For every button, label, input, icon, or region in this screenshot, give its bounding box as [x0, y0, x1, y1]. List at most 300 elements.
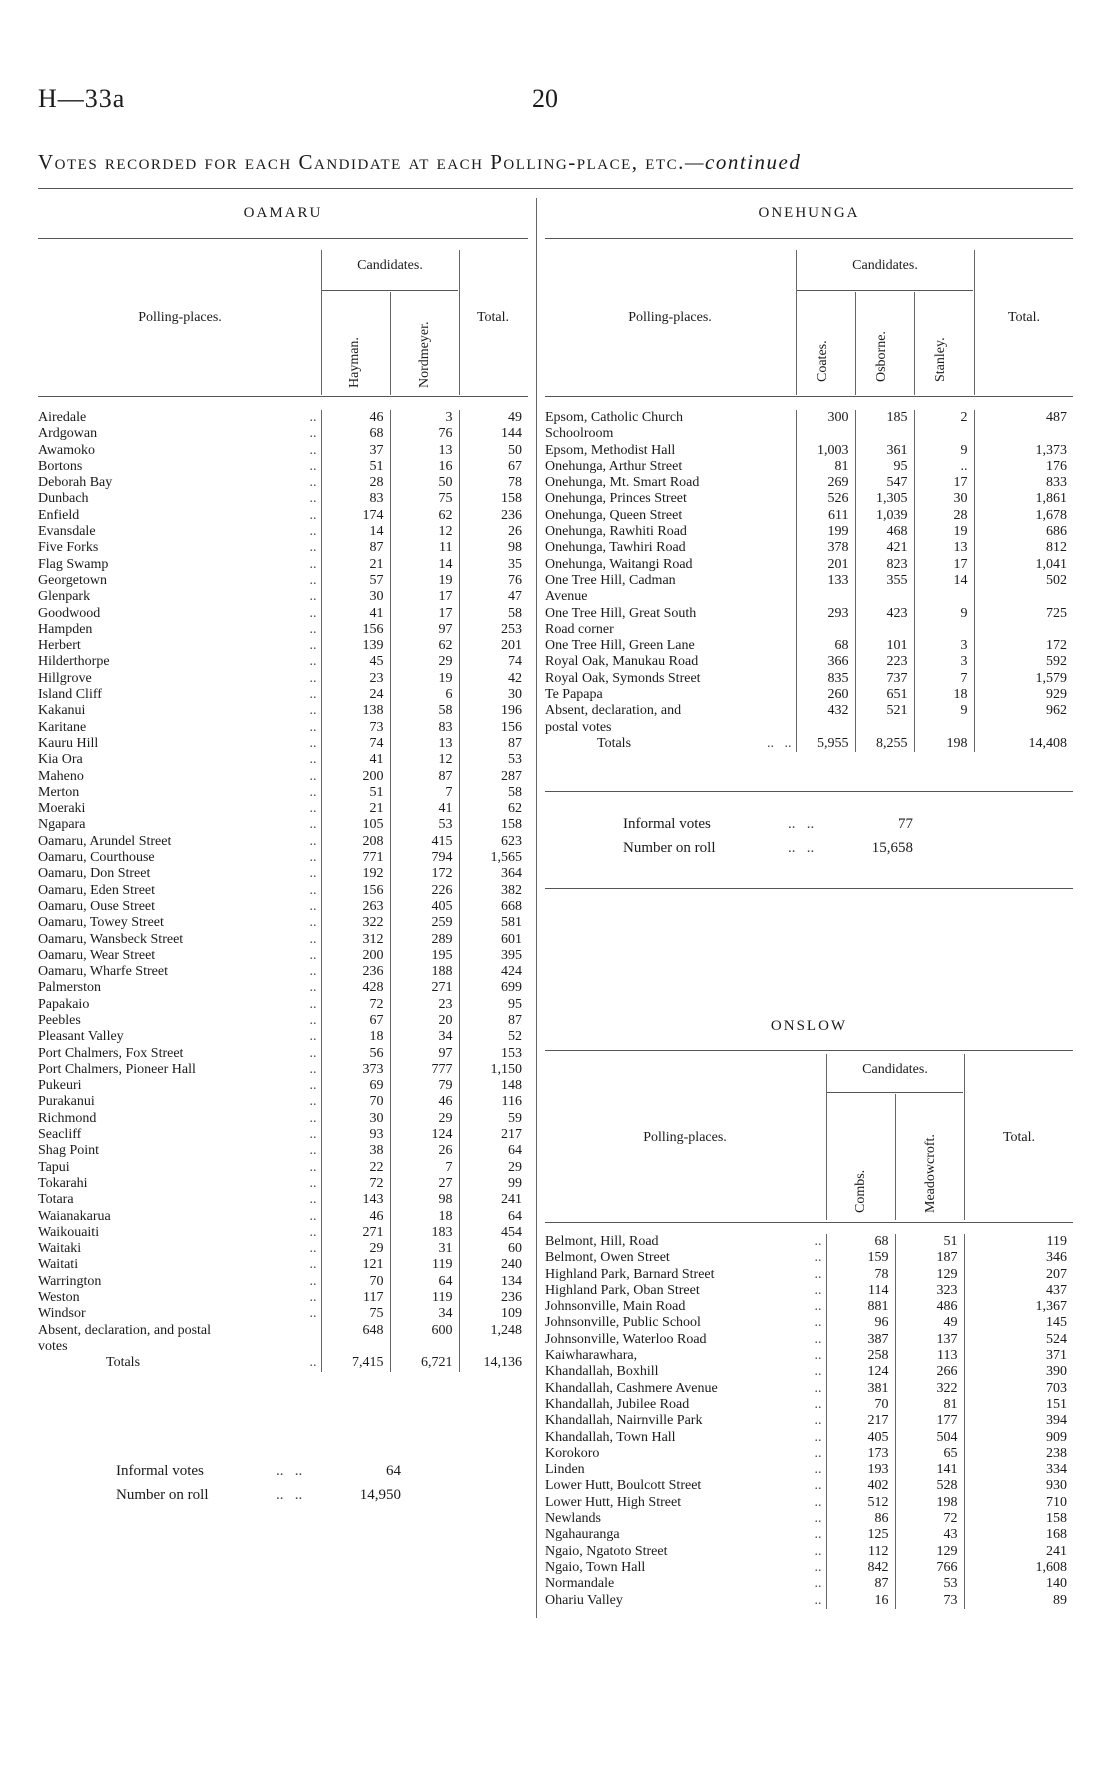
polling-place: .. Airedale [38, 410, 317, 425]
table-row [38, 1176, 528, 1192]
coates-votes: 133 [796, 573, 855, 589]
hayman-votes: 45 [321, 654, 390, 670]
polling-place [545, 606, 796, 622]
nordmeyer-votes: 97 [390, 622, 459, 638]
osborne-total: 8,255 [855, 736, 914, 752]
total-votes: 156 [459, 720, 528, 736]
meadowcroft-votes: 504 [895, 1430, 964, 1446]
polling-place: .. Goodwood [38, 605, 317, 621]
table-row [545, 638, 1073, 654]
table-row [38, 1029, 528, 1045]
total-votes: 623 [459, 834, 528, 850]
table-row [38, 1160, 528, 1176]
nordmeyer-votes: 29 [390, 1111, 459, 1127]
combs-votes: 405 [826, 1430, 895, 1446]
nordmeyer-total: 6,721 [390, 1355, 459, 1371]
total-votes: 168 [964, 1527, 1073, 1543]
polling-place: .. Warrington [38, 1273, 317, 1289]
polling-place: .. Johnsonville, Waterloo Road [545, 1331, 822, 1347]
polling-place: .. Merton [38, 784, 317, 800]
total-votes: 30 [459, 687, 528, 703]
hayman-votes: 174 [321, 508, 390, 524]
table-row [38, 997, 528, 1013]
hayman-votes: 192 [321, 866, 390, 882]
total-votes: 1,150 [459, 1062, 528, 1078]
polling-place-name: postal votes [545, 719, 612, 735]
hayman-votes: 208 [321, 834, 390, 850]
total-votes: 930 [964, 1478, 1073, 1494]
polling-place-name: Peebles [38, 1012, 81, 1028]
polling-place: .. Khandallah, Nairnville Park [545, 1413, 822, 1429]
combs-votes: 842 [826, 1560, 895, 1576]
polling-place: .. Enfield [38, 507, 317, 523]
total-votes: 140 [964, 1576, 1073, 1592]
polling-place: .. Tokarahi [38, 1175, 317, 1191]
spacer [796, 622, 855, 638]
totals-label: .. .. Totals [545, 736, 796, 752]
table-row [38, 720, 528, 736]
total-votes: 240 [459, 1257, 528, 1273]
spacer [390, 1339, 459, 1355]
polling-place-name: Papakaio [38, 996, 90, 1012]
polling-place: .. Khandallah, Town Hall [545, 1429, 822, 1445]
combs-votes: 87 [826, 1576, 895, 1592]
table-row [545, 1576, 1073, 1592]
table-row [38, 475, 528, 491]
stanley-votes: 2 [914, 410, 974, 426]
polling-place: .. Normandale [545, 1576, 822, 1592]
table-row [38, 948, 528, 964]
oamaru-informal-label: Informal votes [116, 1463, 204, 1479]
polling-place: .. Oamaru, Eden Street [38, 882, 317, 898]
total-votes: 52 [459, 1029, 528, 1045]
polling-place: .. Kauru Hill [38, 735, 317, 751]
hayman-votes: 22 [321, 1160, 390, 1176]
polling-place-name: Airedale [38, 410, 87, 425]
nordmeyer-votes: 53 [390, 817, 459, 833]
table-row [38, 459, 528, 475]
polling-place-name: Khandallah, Nairnville Park [545, 1413, 703, 1429]
polling-place-name: Linden [545, 1462, 585, 1478]
total-votes: 710 [964, 1495, 1073, 1511]
polling-place: .. Totara [38, 1192, 317, 1208]
table-row [545, 573, 1073, 589]
combs-votes: 159 [826, 1250, 895, 1266]
nordmeyer-votes: 79 [390, 1078, 459, 1094]
hayman-votes: 24 [321, 687, 390, 703]
stanley-votes: 3 [914, 638, 974, 654]
nordmeyer-votes: 23 [390, 997, 459, 1013]
table-row [38, 1013, 528, 1029]
stanley-votes: 17 [914, 475, 974, 491]
table-row [545, 1283, 1073, 1299]
polling-place [545, 671, 796, 687]
total-votes: 287 [459, 769, 528, 785]
total-votes: 581 [459, 915, 528, 931]
nordmeyer-votes: 19 [390, 671, 459, 687]
table-row [38, 1306, 528, 1322]
meadowcroft-votes: 49 [895, 1315, 964, 1331]
nordmeyer-votes: 46 [390, 1094, 459, 1110]
combs-votes: 217 [826, 1413, 895, 1429]
stanley-total: 198 [914, 736, 974, 752]
hayman-votes: 73 [321, 720, 390, 736]
stanley-votes: 28 [914, 508, 974, 524]
table-row [545, 1511, 1073, 1527]
page-number: 20 [532, 84, 558, 113]
table-row [38, 703, 528, 719]
polling-place: .. Kaiwharawhara, [545, 1348, 822, 1364]
polling-place-name: Weston [38, 1290, 80, 1306]
total-votes: 116 [459, 1094, 528, 1110]
coates-votes: 199 [796, 524, 855, 540]
nordmeyer-votes: 119 [390, 1257, 459, 1273]
totals-label-text: Totals [106, 1355, 141, 1371]
polling-place-name: votes [38, 1338, 68, 1354]
nordmeyer-votes: 41 [390, 801, 459, 817]
polling-place-name: Moeraki [38, 801, 86, 817]
table-row [38, 671, 528, 687]
meadowcroft-votes: 65 [895, 1446, 964, 1462]
polling-place: .. Flag Swamp [38, 556, 317, 572]
polling-place-name: Oamaru, Don Street [38, 866, 151, 882]
total-votes: 145 [964, 1315, 1073, 1331]
table-row [38, 850, 528, 866]
polling-place-name: Shag Point [38, 1143, 100, 1159]
hayman-votes: 18 [321, 1029, 390, 1045]
osborne-votes: 737 [855, 671, 914, 687]
polling-place [545, 622, 796, 638]
polling-place-name: Onehunga, Arthur Street [545, 458, 683, 474]
hayman-votes: 312 [321, 932, 390, 948]
oamaru-header-total: Total. [476, 310, 510, 325]
total-votes: 64 [459, 1143, 528, 1159]
polling-place: .. Tapui [38, 1159, 317, 1175]
stanley-votes: 30 [914, 491, 974, 507]
polling-place-name: Waikouaiti [38, 1224, 100, 1240]
table-row [38, 1257, 528, 1273]
polling-place-name: Onehunga, Mt. Smart Road [545, 475, 700, 491]
polling-place-name: Onehunga, Waitangi Road [545, 556, 693, 572]
total-votes: 109 [459, 1306, 528, 1322]
meadowcroft-votes: 766 [895, 1560, 964, 1576]
hayman-votes: 105 [321, 817, 390, 833]
oamaru-roll: Number on roll .. .. 14,950 [116, 1487, 401, 1503]
oamaru-table [38, 410, 528, 1372]
polling-place-name: Waitati [38, 1257, 79, 1273]
hayman-total: 7,415 [321, 1355, 390, 1371]
polling-place: .. Shag Point [38, 1143, 317, 1159]
spacer [914, 426, 974, 442]
polling-place: .. Palmerston [38, 980, 317, 996]
onehunga-header-candidates: Candidates. [852, 258, 918, 273]
total-votes: 253 [459, 622, 528, 638]
nordmeyer-votes: 50 [390, 475, 459, 491]
coates-votes: 1,003 [796, 443, 855, 459]
spacer [914, 720, 974, 736]
table-row [545, 1413, 1073, 1429]
table-row [38, 687, 528, 703]
polling-place-name: Ngaio, Town Hall [545, 1559, 646, 1575]
spacer [321, 1339, 390, 1355]
combs-votes: 387 [826, 1332, 895, 1348]
table-row [38, 589, 528, 605]
hayman-votes: 72 [321, 1176, 390, 1192]
total-votes: 524 [964, 1332, 1073, 1348]
polling-place-name: Merton [38, 784, 80, 800]
polling-place-name: Waianakarua [38, 1208, 111, 1224]
hayman-votes: 41 [321, 606, 390, 622]
hayman-votes: 38 [321, 1143, 390, 1159]
nordmeyer-votes: 17 [390, 589, 459, 605]
nordmeyer-votes: 17 [390, 606, 459, 622]
polling-place-name: Johnsonville, Waterloo Road [545, 1331, 707, 1347]
polling-place-name: Evansdale [38, 524, 96, 540]
hayman-votes: 373 [321, 1062, 390, 1078]
table-row [38, 540, 528, 556]
polling-place: .. Deborah Bay [38, 475, 317, 491]
total-votes: 26 [459, 524, 528, 540]
table-row [38, 899, 528, 915]
stanley-votes: 3 [914, 654, 974, 670]
polling-place-name: Normandale [545, 1576, 615, 1592]
meadowcroft-votes: 323 [895, 1283, 964, 1299]
total-votes: 236 [459, 1290, 528, 1306]
table-row [38, 491, 528, 507]
polling-place [545, 491, 796, 507]
polling-place [38, 1323, 321, 1339]
polling-place: .. Ngahauranga [545, 1527, 822, 1543]
polling-place-name: Tokarahi [38, 1175, 88, 1191]
oamaru-title: OAMARU [243, 205, 323, 221]
osborne-votes: 423 [855, 606, 914, 622]
hayman-votes: 46 [321, 410, 390, 426]
polling-place: .. Karitane [38, 719, 317, 735]
polling-place-name: Oamaru, Wear Street [38, 947, 156, 963]
total-votes: 703 [964, 1381, 1073, 1397]
polling-place: .. Ngapara [38, 817, 317, 833]
coates-votes: 269 [796, 475, 855, 491]
polling-place-name: Purakanui [38, 1094, 95, 1110]
nordmeyer-votes: 58 [390, 703, 459, 719]
table-row [38, 801, 528, 817]
polling-place-name: Dunbach [38, 491, 89, 507]
table-row [38, 654, 528, 670]
table-row [38, 1225, 528, 1241]
hayman-votes: 70 [321, 1274, 390, 1290]
hayman-votes: 121 [321, 1257, 390, 1273]
polling-place-name: Waitaki [38, 1241, 82, 1257]
table-row [38, 606, 528, 622]
polling-place-name: Oamaru, Wharfe Street [38, 964, 168, 980]
spacer [796, 589, 855, 605]
total-votes: 58 [459, 606, 528, 622]
polling-place: .. Richmond [38, 1110, 317, 1126]
nordmeyer-votes: 16 [390, 459, 459, 475]
oamaru-header-nordmeyer: Nordmeyer. [417, 321, 432, 388]
polling-place [545, 703, 796, 719]
polling-place: .. Port Chalmers, Fox Street [38, 1045, 317, 1061]
table-row [38, 443, 528, 459]
nordmeyer-votes: 27 [390, 1176, 459, 1192]
table-row [38, 1127, 528, 1143]
total-votes: 725 [974, 606, 1073, 622]
hayman-votes: 37 [321, 443, 390, 459]
nordmeyer-votes: 183 [390, 1225, 459, 1241]
osborne-votes: 421 [855, 540, 914, 556]
polling-place-name: Khandallah, Boxhill [545, 1364, 659, 1380]
combs-votes: 96 [826, 1315, 895, 1331]
polling-place [38, 1339, 321, 1355]
polling-place: .. Seacliff [38, 1127, 317, 1143]
total-votes: 29 [459, 1160, 528, 1176]
table-row [38, 834, 528, 850]
polling-place: .. Belmont, Owen Street [545, 1250, 822, 1266]
polling-place-name: Kakanui [38, 703, 86, 719]
onehunga-informal-label: Informal votes [623, 816, 711, 832]
table-row [545, 540, 1073, 556]
polling-place-name: Tapui [38, 1159, 70, 1175]
total-votes: 668 [459, 899, 528, 915]
stanley-votes: 18 [914, 687, 974, 703]
total-votes: 134 [459, 1274, 528, 1290]
polling-place-name: Island Cliff [38, 687, 102, 703]
oamaru-roll-label: Number on roll [116, 1487, 209, 1503]
combs-votes: 193 [826, 1462, 895, 1478]
meadowcroft-votes: 322 [895, 1381, 964, 1397]
spacer [855, 720, 914, 736]
polling-place: .. Hillgrove [38, 670, 317, 686]
nordmeyer-votes: 259 [390, 915, 459, 931]
table-row [545, 1527, 1073, 1543]
polling-place-name: Bortons [38, 458, 83, 474]
totals-row [38, 1355, 528, 1371]
onehunga-table [545, 410, 1073, 752]
polling-place: .. Ardgowan [38, 426, 317, 442]
polling-place: .. Hilderthorpe [38, 654, 317, 670]
polling-place-name: Hampden [38, 621, 93, 637]
polling-place-name: Khandallah, Cashmere Avenue [545, 1380, 718, 1396]
polling-place-name: Ngahauranga [545, 1527, 620, 1543]
total-votes: 196 [459, 703, 528, 719]
polling-place-name: Awamoko [38, 442, 96, 458]
polling-place-name: Herbert [38, 638, 81, 654]
spacer [855, 622, 914, 638]
table-row-continuation [545, 426, 1073, 442]
polling-place-name: Epsom, Methodist Hall [545, 442, 676, 458]
title-main: Votes recorded for each Candidate at each Polling-place, etc. [38, 150, 685, 174]
spacer [914, 622, 974, 638]
combs-votes: 70 [826, 1397, 895, 1413]
polling-place: .. Oamaru, Courthouse [38, 850, 317, 866]
combs-votes: 78 [826, 1267, 895, 1283]
hayman-votes: 143 [321, 1192, 390, 1208]
polling-place: .. Korokoro [545, 1445, 822, 1461]
spacer [974, 622, 1073, 638]
osborne-votes: 355 [855, 573, 914, 589]
stanley-votes: 17 [914, 557, 974, 573]
hayman-votes: 51 [321, 785, 390, 801]
nordmeyer-votes: 97 [390, 1046, 459, 1062]
polling-place: .. Johnsonville, Main Road [545, 1299, 822, 1315]
spacer [974, 589, 1073, 605]
table-row [545, 1250, 1073, 1266]
polling-place-name: Hilderthorpe [38, 654, 110, 670]
polling-place: .. Newlands [545, 1511, 822, 1527]
hayman-votes: 21 [321, 801, 390, 817]
polling-place: .. Evansdale [38, 524, 317, 540]
nordmeyer-votes: 62 [390, 638, 459, 654]
polling-place-name: Onehunga, Tawhiri Road [545, 540, 686, 556]
nordmeyer-votes: 87 [390, 769, 459, 785]
polling-place-name: Kauru Hill [38, 735, 99, 751]
onehunga-header-coates: Coates. [815, 340, 830, 382]
osborne-votes: 223 [855, 654, 914, 670]
nordmeyer-votes: 26 [390, 1143, 459, 1159]
onehunga-informal-value: 77 [898, 816, 913, 832]
polling-place-name: Karitane [38, 719, 87, 735]
polling-place-name: Belmont, Hill, Road [545, 1234, 659, 1249]
polling-place [545, 573, 796, 589]
nordmeyer-votes: 405 [390, 899, 459, 915]
hayman-votes: 138 [321, 703, 390, 719]
osborne-votes: 95 [855, 459, 914, 475]
polling-place: .. Island Cliff [38, 687, 317, 703]
oamaru-roll-value: 14,950 [359, 1487, 401, 1503]
polling-place-name: Lower Hutt, High Street [545, 1494, 682, 1510]
coates-votes: 432 [796, 703, 855, 719]
table-row [38, 1094, 528, 1110]
table-row [545, 671, 1073, 687]
table-row [545, 1332, 1073, 1348]
total-votes: 371 [964, 1348, 1073, 1364]
polling-place: .. Pleasant Valley [38, 1029, 317, 1045]
meadowcroft-votes: 113 [895, 1348, 964, 1364]
table-row [545, 459, 1073, 475]
polling-place: .. Ngaio, Town Hall [545, 1559, 822, 1575]
polling-place: .. Oamaru, Wharfe Street [38, 964, 317, 980]
combs-votes: 512 [826, 1495, 895, 1511]
table-row [545, 1315, 1073, 1331]
total-votes: 424 [459, 964, 528, 980]
total-votes: 78 [459, 475, 528, 491]
total-votes: 148 [459, 1078, 528, 1094]
meadowcroft-votes: 43 [895, 1527, 964, 1543]
coates-votes: 68 [796, 638, 855, 654]
oamaru-informal-value: 64 [386, 1463, 401, 1479]
nordmeyer-votes: 20 [390, 1013, 459, 1029]
table-row [38, 1143, 528, 1159]
table-row [38, 1192, 528, 1208]
osborne-votes: 185 [855, 410, 914, 426]
hayman-votes: 648 [321, 1323, 390, 1339]
polling-place-name: Goodwood [38, 605, 101, 621]
polling-place-name: Avenue [545, 589, 588, 605]
hayman-votes: 236 [321, 964, 390, 980]
spacer [459, 1339, 528, 1355]
total-votes: 437 [964, 1283, 1073, 1299]
total-votes: 394 [964, 1413, 1073, 1429]
onehunga-informal: Informal votes .. .. 77 [623, 816, 913, 832]
hayman-votes: 41 [321, 752, 390, 768]
table-row [38, 508, 528, 524]
table-row [545, 1381, 1073, 1397]
polling-place [545, 443, 796, 459]
hayman-votes: 263 [321, 899, 390, 915]
combs-votes: 114 [826, 1283, 895, 1299]
polling-place-name: Lower Hutt, Boulcott Street [545, 1478, 702, 1494]
hayman-votes: 29 [321, 1241, 390, 1257]
